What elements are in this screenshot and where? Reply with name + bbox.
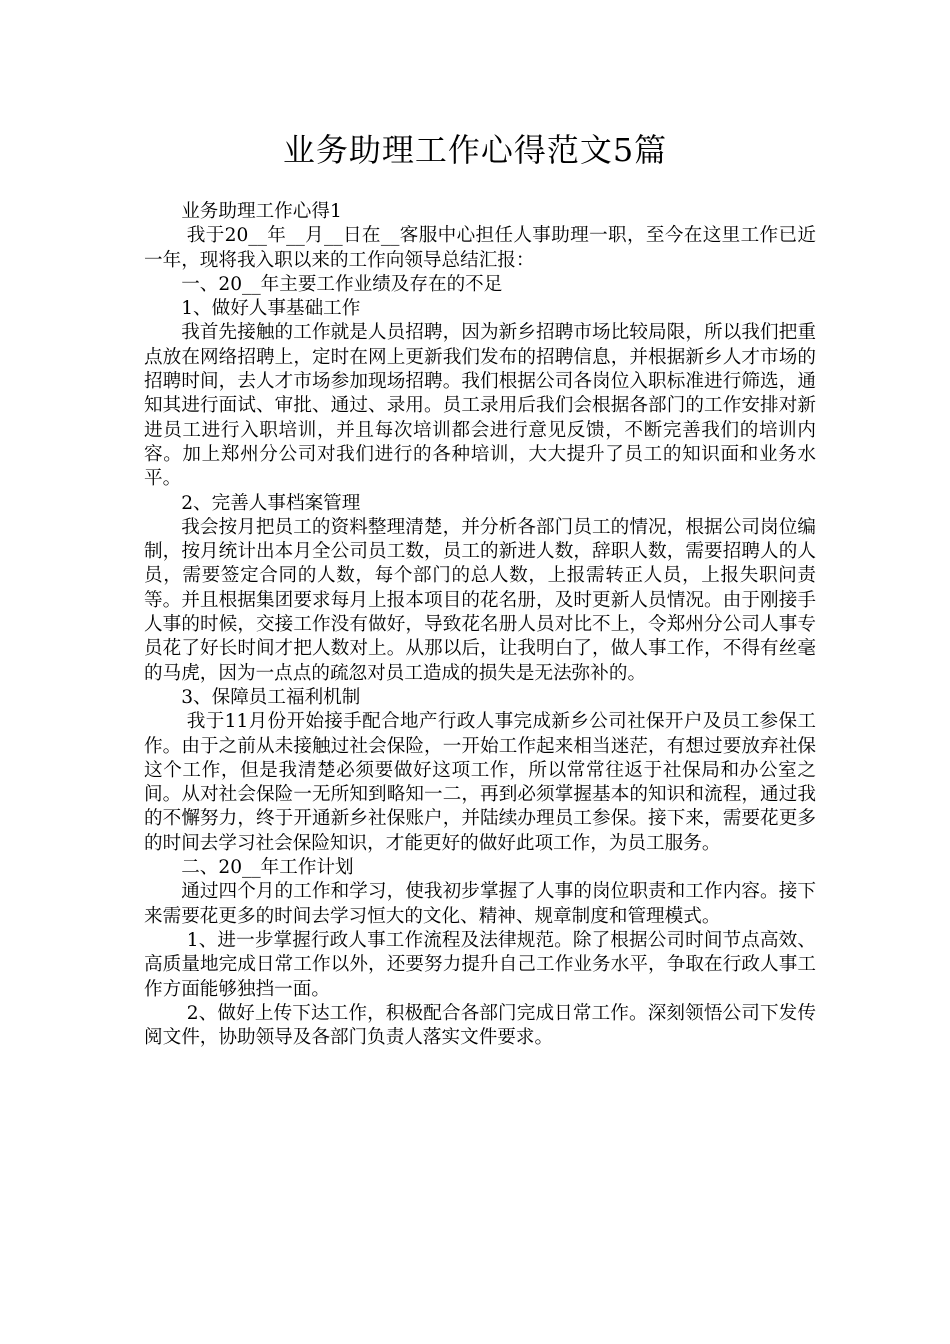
body-paragraph: 2、完善人事档案管理 xyxy=(181,492,361,514)
body-paragraph: 业务助理工作心得1 xyxy=(181,201,342,222)
body-paragraph: 我会按月把员工的资料整理清楚，并分析各部门员工的情况，根据公司岗位编制，按月统计出本月全公司员工数，员工的新进人数，辞职人数，需要招聘人的人员，需要签定合同的人数，每个部门的总人数，上报需转正人员，上报失职问责等。并且根据集团要求每月上报本项目的花名册，及时更新人员情况。由于刚接手人事的时候，交接工作没有做好，导致花名册人员对比不上，令郑州分公司人事专员花了好长时间才把人数对上。从那以后，让我明白了，做人事工作，不得有丝毫的马虎，因为一点点的疏忽对员工造成的损失是无法弥补的。 xyxy=(144,516,816,684)
document-title: 业务助理工作心得范文5篇 xyxy=(282,131,668,169)
body-paragraph: 3、保障员工福利机制 xyxy=(181,686,361,708)
document-body xyxy=(144,200,816,1050)
body-paragraph: 一、20__年主要工作业绩及存在的不足 xyxy=(181,273,503,295)
body-paragraph: 我于11月份开始接手配合地产行政人事完成新乡公司社保开户及员工参保工作。由于之前从未接触过社会保险，一开始工作起来相当迷茫，有想过要放弃社保这个工作，但是我清楚必须要做好这项工作，所以常常往返于社保局和办公室之间。从对社会保险一无所知到略知一二，再到必须掌握基本的知识和流程，通过我的不懈努力，终于开通新乡社保账户，并陆续办理员工参保。接下来，需要花更多的时间去学习社会保险知识，才能更好的做好此项工作，为员工服务。 xyxy=(144,711,816,854)
body-paragraph: 通过四个月的工作和学习，使我初步掌握了人事的岗位职责和工作内容。接下来需要花更多的时间去学习恒大的文化、精神、规章制度和管理模式。 xyxy=(144,881,816,927)
body-paragraph: 二、20__年工作计划 xyxy=(181,857,354,879)
body-paragraph: 我首先接触的工作就是人员招聘，因为新乡招聘市场比较局限，所以我们把重点放在网络招聘上，定时在网上更新我们发布的招聘信息，并根据新乡人才市场的招聘时间，去人才市场参加现场招聘。我们根据公司各岗位入职标准进行筛选，通知其进行面试、审批、通过、录用。员工录用后我们会根据各部门的工作安排对新进员工进行入职培训，并且每次培训都会进行意见反馈，不断完善我们的培训内容。加上郑州分公司对我们进行的各种培训，大大提升了员工的知识面和业务水平。 xyxy=(144,322,816,490)
body-paragraph: 1、做好人事基础工作 xyxy=(181,298,361,320)
body-paragraph: 2、做好上传下达工作，积极配合各部门完成日常工作。深刻领悟公司下发传阅文件，协助领导及各部门负责人落实文件要求。 xyxy=(144,1002,816,1049)
body-paragraph: 1、进一步掌握行政人事工作流程及法律规范。除了根据公司时间节点高效、高质量地完成日常工作以外，还要努力提升自己工作业务水平，争取在行政人事工作方面能够独挡一面。 xyxy=(144,929,816,1000)
body-paragraph: 我于20__年__月__日在__客服中心担任人事助理一职，至今在这里工作已近一年，现将我入职以来的工作向领导总结汇报： xyxy=(144,225,816,271)
